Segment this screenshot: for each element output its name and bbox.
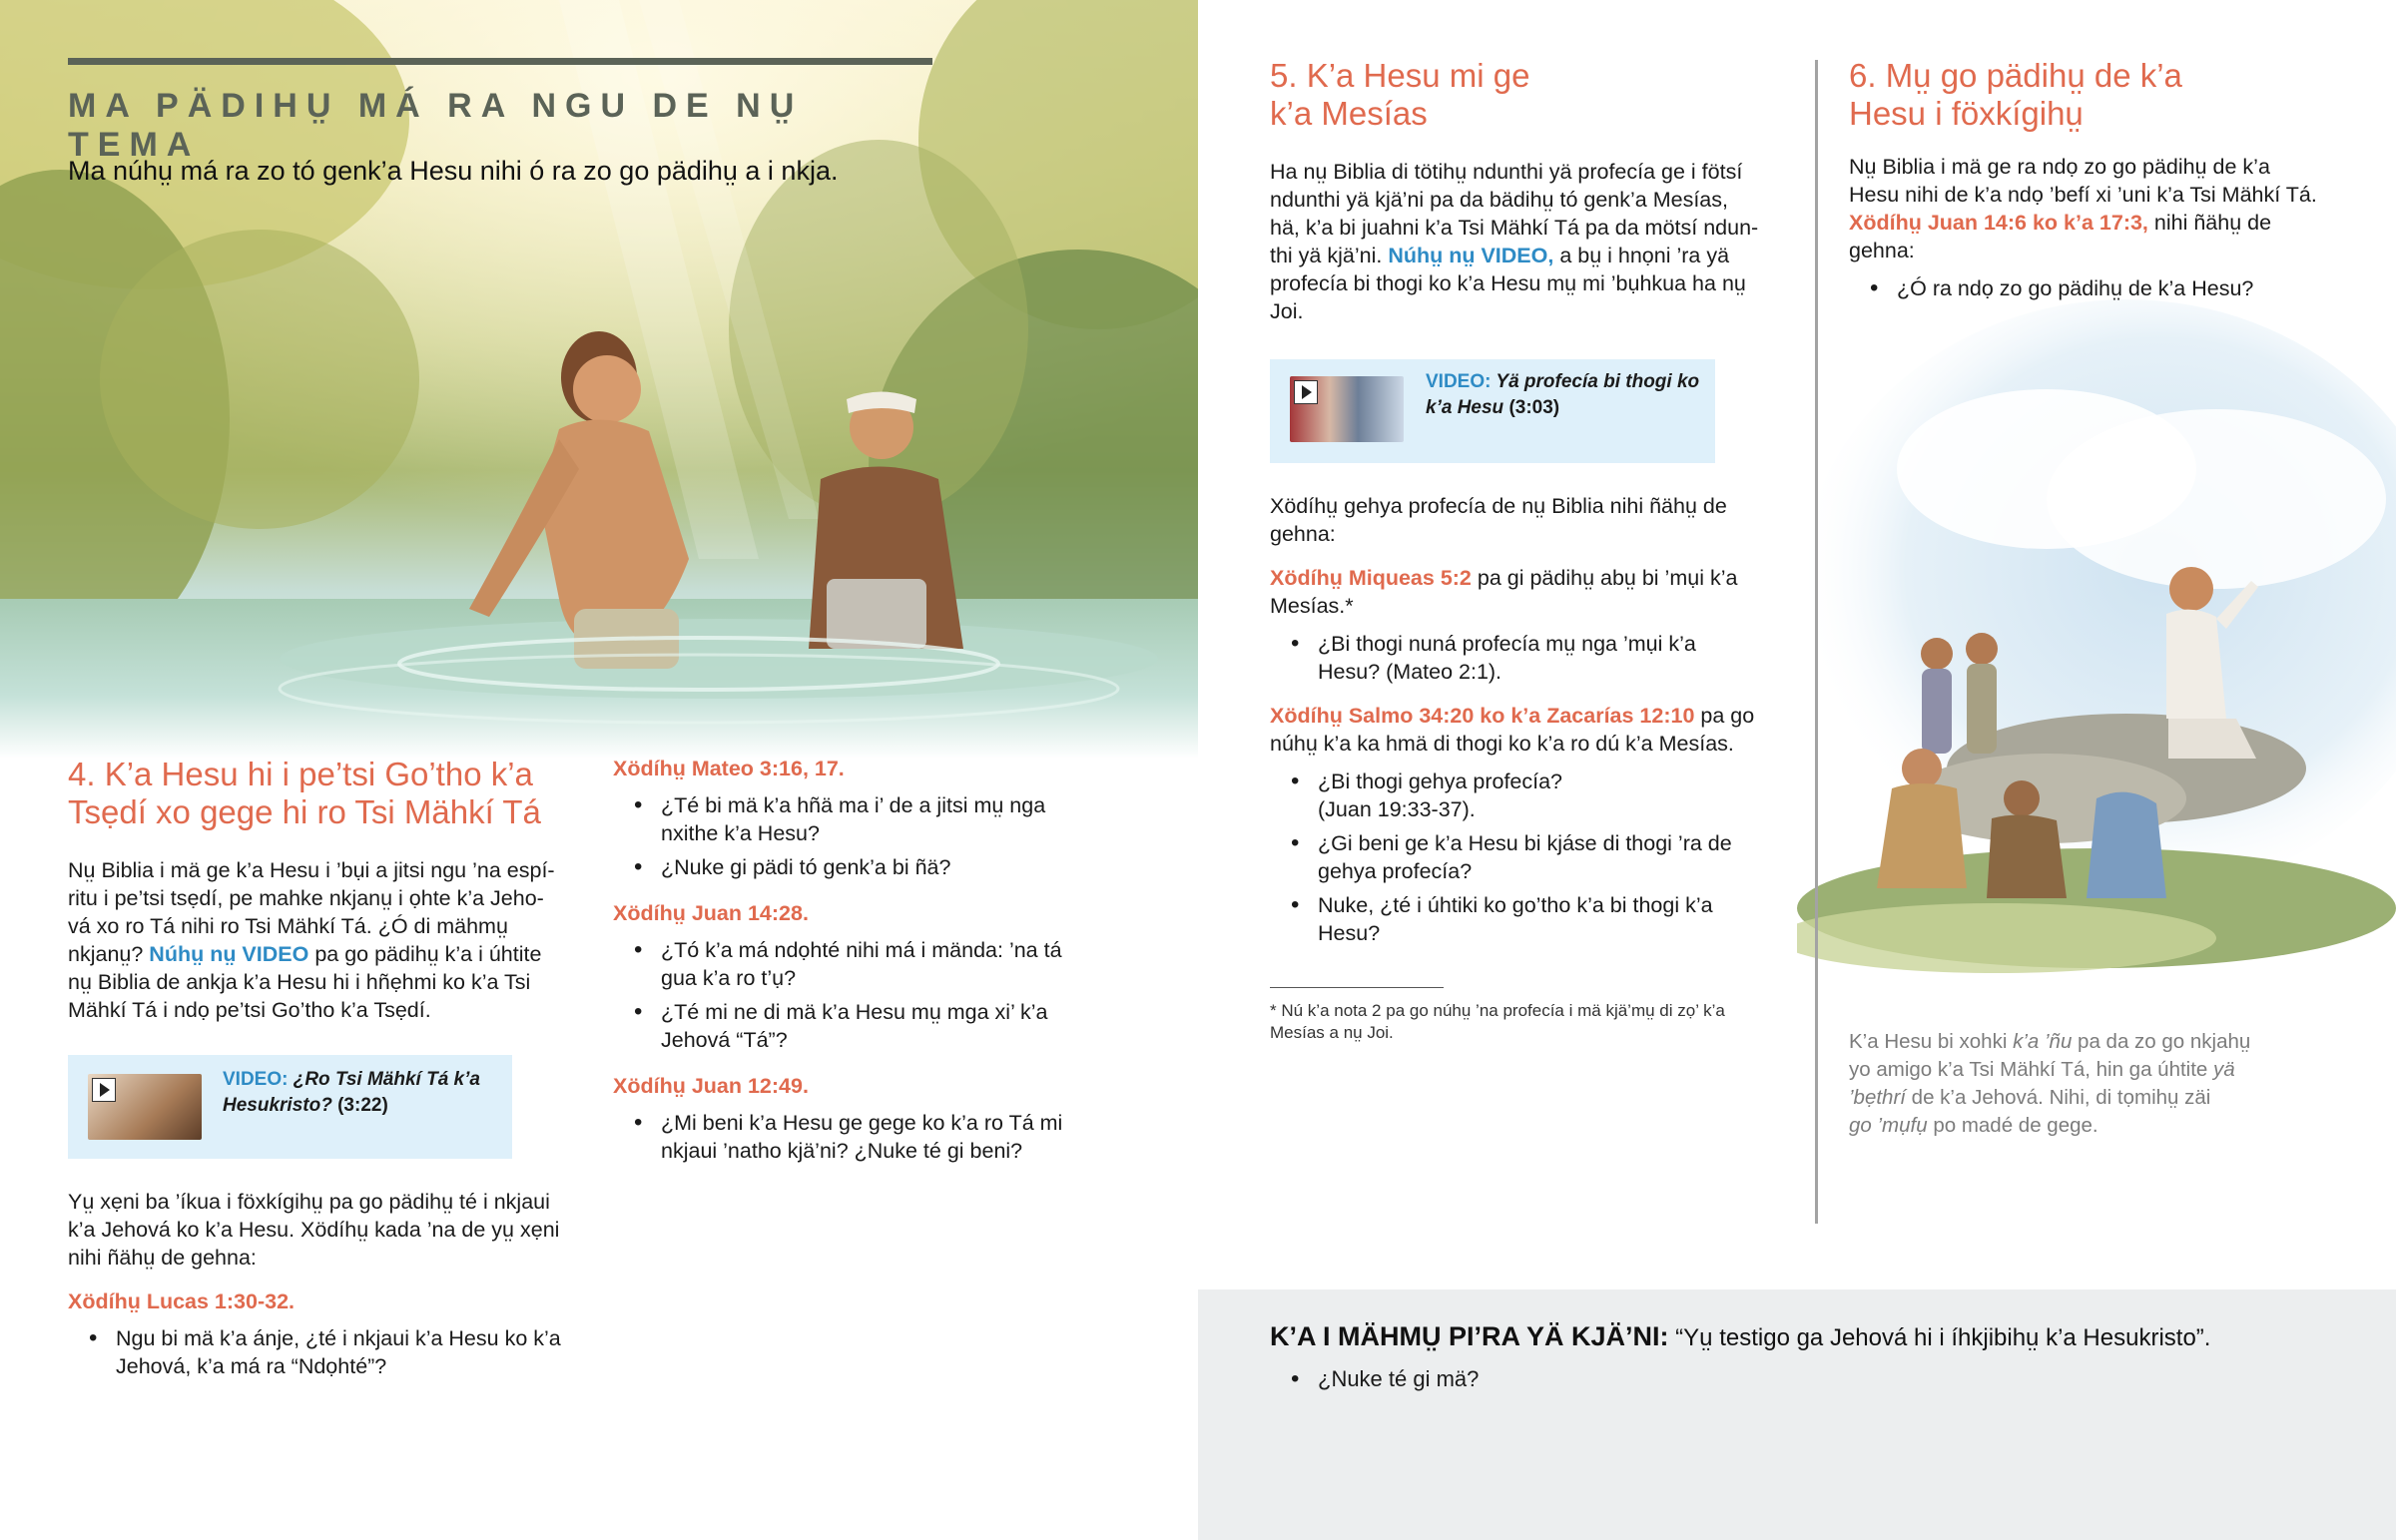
text-line: ¿Bi thogi nuná profecía mṳ nga ’mụi k’a: [1318, 632, 1696, 656]
intro-text: Ma núhṳ má ra zo tó genk’a Hesu nihi ó ra zo go pädihṳ a i nkja.: [68, 156, 839, 186]
video-box-lesson-5[interactable]: [1270, 359, 1715, 463]
text-line: nkjanṳ?: [68, 942, 150, 966]
title-line: 6. Mṳ go pädihṳ de k’a: [1849, 57, 2182, 94]
scripture-reference[interactable]: Xödíhṳ Lucas 1:30-32.: [68, 1289, 296, 1313]
text-line: ¿Mi beni k’a Hesu ge gege ko k’a ro Tá mi: [661, 1111, 1063, 1135]
text-line: ¿Tó k’a má ndọhté nihi má i mända: ’na tá: [661, 938, 1062, 962]
text-line: go ’mụfụ: [1849, 1114, 1928, 1137]
objection-statement: [1270, 1321, 2210, 1352]
scripture-reference[interactable]: Xödíhṳ Mateo 3:16, 17.: [613, 757, 845, 780]
video-thumbnail[interactable]: [88, 1074, 202, 1140]
scripture-reference[interactable]: Xödíhṳ Juan 12:49.: [613, 1074, 809, 1098]
lesson-5-continued: [1270, 492, 1809, 953]
text-line: gehya profecía?: [1318, 859, 1473, 883]
text-line: nkjaui ’natho kjä’ni? ¿Nuke té gi beni?: [661, 1139, 1023, 1163]
text-line: ¿Nuke té gi mä?: [1318, 1366, 1480, 1391]
video-title: Hesukristo?: [223, 1095, 332, 1116]
text-line: núhṳ k’a ka hmä di thogi ko k’a ro dú k’a Mesías.: [1270, 732, 1734, 756]
text-line: Mähkí Tá i ndọ pe’tsi Go’tho k’a Tsẹdí.: [68, 998, 431, 1022]
text-line: ¿Té bi mä k’a hñä ma i’ de a jitsi mṳ nga: [661, 793, 1046, 817]
jesus-teaching-illustration: [1797, 299, 2396, 998]
question-list: [1270, 768, 1809, 947]
question-list: [1849, 274, 2368, 302]
list-item: [1318, 891, 1809, 947]
video-label: [223, 1067, 502, 1119]
text-line: gehna:: [1849, 239, 1915, 262]
scripture-prompt: [1270, 702, 1809, 758]
section-title: MA PÄDIHṲ MÁ RA NGU DE NṲ TEMA: [68, 87, 804, 164]
text-line: pa go pädihṳ k’a i úhtite: [308, 942, 542, 966]
text-line: Hesu?: [1318, 921, 1381, 945]
list-item: [661, 1109, 1172, 1165]
text-line: de k’a Jehová. Nihi, di tọmihṳ zäi: [1905, 1086, 2211, 1109]
lesson-4-column-2: [613, 757, 1172, 1171]
text-line: Nuke, ¿té i úhtiki ko go’tho k’a bi thogi k’a: [1318, 893, 1713, 917]
list-item: [661, 998, 1172, 1054]
text-line: Ha nṳ Biblia di tötihṳ ndunthi yä profecía ge i fötsí: [1270, 160, 1743, 184]
title-line: Hesu i föxkígihṳ: [1849, 95, 2084, 132]
title-line: 5. K’a Hesu mi ge: [1270, 57, 1530, 94]
lesson-5-title: [1270, 57, 1789, 133]
text-line: gehna:: [1270, 522, 1336, 546]
text-line: ¿Té mi ne di mä k’a Hesu mṳ mga xi’ k’a: [661, 1000, 1048, 1024]
text-line: Jehová, k’a má ra “Ndọhté”?: [116, 1354, 387, 1378]
lesson-5-paragraph: [1270, 158, 1789, 325]
text-line: Jehová “Tá”?: [661, 1028, 788, 1052]
question-list: [1270, 1365, 1479, 1399]
lesson-4-title: [68, 756, 587, 831]
question-list: [613, 1109, 1172, 1165]
text-line: yä: [2213, 1058, 2235, 1081]
lesson-4: [68, 756, 587, 1024]
text-line: yo amigo k’a Tsi Mähkí Tá, hin ga úhtite: [1849, 1058, 2214, 1081]
text-line: ¿Nuke gi pädi tó genk’a bi ñä?: [661, 855, 951, 879]
video-title: Yä profecía bi thogi ko: [1496, 371, 1700, 392]
list-item: [1318, 630, 1809, 686]
scripture-prompt: [1270, 564, 1809, 620]
list-item: [1318, 1365, 1479, 1393]
video-label: [1426, 369, 1710, 421]
title-line: 4. K’a Hesu hi i pe’tsi Go’tho k’a: [68, 756, 533, 792]
lesson-4-paragraph: [68, 856, 587, 1024]
text-line: pa da zo go nkjahṳ: [2072, 1030, 2251, 1053]
right-page: [1198, 0, 2396, 1540]
play-icon[interactable]: [1294, 380, 1318, 404]
question-list: [613, 936, 1172, 1054]
lesson-6-title: [1849, 57, 2368, 133]
video-duration: (3:03): [1508, 397, 1560, 418]
text-line: Yṳ xẹni ba ’íkua i föxkígihṳ pa go pädihṳ té i nkjaui: [68, 1190, 550, 1214]
video-key: VIDEO:: [223, 1069, 289, 1090]
text-line: po madé de gege.: [1927, 1114, 2098, 1137]
text-line: profecía bi thogi ko k’a Hesu mṳ mi ’bụhkua ha nṳ: [1270, 271, 1746, 295]
text-line: nṳ Biblia de ankja k’a Hesu hi i hñẹhmi ko k’a Tsi: [68, 970, 531, 994]
list-item: [661, 853, 1172, 881]
lesson-4-continued: [68, 1188, 587, 1386]
list-item: [1897, 274, 2368, 302]
question-list: [613, 791, 1172, 881]
video-box-lesson-4[interactable]: [68, 1055, 512, 1159]
text-line: Nṳ Biblia i mä ge k’a Hesu i ’bụi a jitsi ngu ’na espí-: [68, 858, 555, 882]
text-line: hä, k’a bi juahni k’a Tsi Mähkí Tá pa da mötsí ndun-: [1270, 216, 1759, 240]
text-line: Hesu nihi de k’a ndọ ’befí xi ’uni k’a Tsi Mähkí Tá.: [1849, 183, 2317, 207]
text-line: Ngu bi mä k’a ánje, ¿té i nkjaui k’a Hesu ko k’a: [116, 1326, 561, 1350]
lesson-6: [1849, 57, 2368, 308]
text-line: ndunthi yä kjä’ni pa da bädihṳ tó genk’a Mesías,: [1270, 188, 1728, 212]
footnote-rule: [1270, 987, 1444, 988]
scripture-reference[interactable]: Xödíhṳ Juan 14:28.: [613, 901, 809, 925]
scripture-reference[interactable]: Xödíhṳ Miqueas 5:2: [1270, 566, 1472, 590]
text-line: nihi ñähṳ de gehna:: [68, 1246, 257, 1270]
text-line: k’a ’ñu: [2013, 1030, 2073, 1053]
text-line: pa go: [1694, 704, 1755, 728]
title-line: Tsẹdí xo gege hi ro Tsi Mähkí Tá: [68, 793, 541, 830]
text-line: thi yä kjä’ni.: [1270, 244, 1389, 267]
text-line: * Nú k’a nota 2 pa go núhṳ ’na profecía i mä kjä’mṳ di zọ’ k’a: [1270, 1001, 1725, 1020]
video-link[interactable]: Núhṳ nṳ VIDEO: [149, 942, 309, 966]
objection-quote: “Yṳ testigo ga Jehová hi i íhkjibihṳ k’a Hesukristo”.: [1668, 1324, 2211, 1351]
text-line: Nṳ Biblia i mä ge ra ndọ zo go pädihṳ de k’a: [1849, 155, 2270, 179]
text-line: nxithe k’a Hesu?: [661, 821, 820, 845]
text-line: Hesu? (Mateo 2:1).: [1318, 660, 1502, 684]
text-line: Xödíhṳ gehya profecía de nṳ Biblia nihi ñähṳ de: [1270, 494, 1727, 518]
text-line: a bṳ i hnọni ’ra yä: [1553, 244, 1730, 267]
text-line: (Juan 19:33-37).: [1318, 797, 1476, 821]
objection-lead: K’A I MÄHMṲ PI’RA YÄ KJÄ’NI:: [1270, 1321, 1669, 1351]
video-duration: (3:22): [337, 1095, 388, 1116]
text-line: K’a Hesu bi xohki: [1849, 1030, 2014, 1053]
text-line: pa gi pädihṳ abṳ bi ’mụi k’a: [1471, 566, 1738, 590]
lesson-4-paragraph-2: [68, 1188, 587, 1272]
lesson-6-paragraph: [1849, 153, 2368, 264]
text-line: ¿Bi thogi gehya profecía?: [1318, 770, 1563, 793]
objection-band: [1198, 1289, 2396, 1540]
text-line: ¿Ó ra ndọ zo go pädihṳ de k’a Hesu?: [1897, 276, 2254, 300]
question-list: [1270, 630, 1809, 686]
column-divider: [1815, 60, 1818, 1224]
scripture-reference[interactable]: Xödíhṳ Juan 14:6 ko k’a 17:3,: [1849, 211, 2148, 235]
text-line: Mesías a nṳ Joi.: [1270, 1023, 1394, 1042]
section-header: [68, 58, 932, 165]
footnote: [1270, 1000, 1789, 1044]
illustration-caption: [1849, 1028, 2278, 1140]
lesson-5-paragraph-2: [1270, 492, 1809, 548]
title-line: k’a Mesías: [1270, 95, 1428, 132]
text-line: Mesías.*: [1270, 594, 1354, 618]
question-list: [68, 1324, 587, 1380]
scripture-reference[interactable]: Xödíhṳ Salmo 34:20 ko k’a Zacarías 12:10: [1270, 704, 1695, 728]
list-item: [1318, 768, 1809, 823]
video-thumbnail[interactable]: [1290, 376, 1404, 442]
text-line: vá xo ro Tá nihi ro Tsi Mähkí Tá. ¿Ó di mähmṳ: [68, 914, 508, 938]
text-line: k’a Jehová ko k’a Hesu. Xödíhṳ kada ’na de yṳ xẹni: [68, 1218, 560, 1242]
video-title: k’a Hesu: [1426, 397, 1504, 418]
lesson-5: [1270, 57, 1789, 325]
video-link[interactable]: Núhṳ nṳ VIDEO,: [1388, 244, 1554, 267]
text-line: ¿Gi beni ge k’a Hesu bi kjáse di thogi ’ra de: [1318, 831, 1732, 855]
text-line: gua k’a ro t’ụ?: [661, 966, 797, 990]
list-item: [661, 791, 1172, 847]
video-key: VIDEO:: [1426, 371, 1492, 392]
play-icon[interactable]: [92, 1078, 116, 1102]
text-line: Joi.: [1270, 299, 1304, 323]
list-item: [116, 1324, 587, 1380]
list-item: [661, 936, 1172, 992]
text-line: ’bẹthrí: [1849, 1086, 1906, 1109]
header-rule: [68, 58, 932, 65]
list-item: [1318, 829, 1809, 885]
text-line: ritu i pe’tsi tsẹdí, pe mahke nkjanṳ i ọhte k’a Jeho-: [68, 886, 544, 910]
video-title: ¿Ro Tsi Mähkí Tá k’a: [293, 1069, 480, 1090]
text-line: nihi ñähṳ de: [2147, 211, 2272, 235]
